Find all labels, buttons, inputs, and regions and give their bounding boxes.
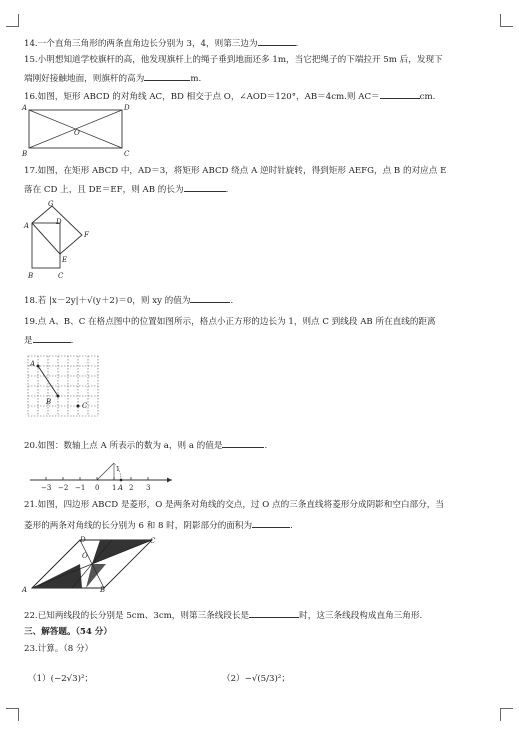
answer-blank-14[interactable] <box>258 36 296 46</box>
question-22: 22.已知两线段的长分别是 5cm、3cm，则第三条线段长是 时，这三条线段构成直角三角形. <box>24 608 422 622</box>
question-16: 16.如图，矩形 ABCD 的对角线 AC，BD 相交于点 O，∠AOD＝120°，AB＝4cm.则 AC＝ cm. <box>24 89 435 103</box>
question-23-part-2: （2）−√(5/3)²； <box>222 674 290 684</box>
question-14: 14.一个直角三角形的两条直角边长分别为 3，4，则第三边为 . <box>24 36 298 50</box>
label-16-D: D <box>124 104 130 112</box>
label-20-height-one: 1 <box>116 466 120 473</box>
tick-label-1: 1 <box>112 484 117 492</box>
answer-blank-21[interactable] <box>252 518 290 528</box>
tick-label-3: 3 <box>146 484 151 492</box>
crop-mark-top-left <box>6 14 19 27</box>
label-17-B: B <box>28 272 34 280</box>
label-16-C: C <box>124 150 130 158</box>
label-21-C: C <box>150 537 156 545</box>
question-15-line2: 端刚好接触地面，则旗杆的高为 m. <box>24 71 201 85</box>
answer-blank-20[interactable] <box>222 438 264 448</box>
label-19-B: B <box>46 398 52 406</box>
question-14-text: 14.一个直角三角形的两条直角边长分别为 3，4，则第三边为 <box>24 39 258 49</box>
figure-19-grid <box>26 354 106 426</box>
answer-blank-18[interactable] <box>190 293 230 303</box>
tick-label-neg3: −3 <box>41 484 52 492</box>
answer-blank-15[interactable] <box>144 71 190 81</box>
tick-label-0: 0 <box>95 484 100 492</box>
crop-mark-bottom-right <box>500 708 513 721</box>
question-17-line2: 落在 CD 上，且 DE＝EF，则 AB 的长为 . <box>24 182 228 196</box>
section-heading-3: 三、解答题。（54 分） <box>24 627 112 637</box>
label-17-C: C <box>58 272 64 280</box>
question-15-line1: 15.小明想知道学校旗杆的高，他发现旗杆上的绳子垂到地面还多 1m，当它把绳子的下端拉开 5m 后，发现下 <box>24 55 443 65</box>
question-23-part-1: （1）(−2√3)²； <box>28 674 94 684</box>
answer-blank-17[interactable] <box>184 182 226 192</box>
label-17-F: F <box>84 231 89 239</box>
label-16-O: O <box>74 129 80 137</box>
label-19-C: C <box>82 402 88 410</box>
question-21-line1: 21.如图，四边形 ABCD 是菱形，O 是两条对角线的交点，过 O 点的三条直线将菱形分成阴影和空白部分，当 <box>24 500 444 510</box>
answer-blank-19[interactable] <box>33 333 71 343</box>
question-19-line1: 19.点 A、B、C 在格点图中的位置如图所示，格点小正方形的边长为 1，则点 C 到线段 AB 所在直线的距离 <box>24 317 436 327</box>
question-23-title: 23.计算。（8 分） <box>24 644 94 654</box>
label-21-B: B <box>100 586 106 594</box>
tick-label-2: 2 <box>129 484 134 492</box>
label-21-A: A <box>22 586 28 594</box>
question-17-line1: 17.如图，在矩形 ABCD 中，AD＝3，将矩形 ABCD 绕点 A 逆时针旋转，得到矩形 AEFG，点 B 的对应点 E <box>24 166 447 176</box>
answer-blank-22[interactable] <box>249 608 299 618</box>
figure-17-rotated-rectangles <box>24 198 104 278</box>
crop-mark-top-right <box>500 14 513 27</box>
label-16-B: B <box>22 150 28 158</box>
label-17-E: E <box>62 256 68 264</box>
question-19-line2: 是 . <box>24 333 73 347</box>
question-20: 20.如图：数轴上点 A 所表示的数为 a，则 a 的值是 . <box>24 438 267 452</box>
label-17-A: A <box>24 222 30 230</box>
question-18: 18.若 |x－2y|＋√(y＋2)＝0，则 xy 的值为 . <box>24 293 233 307</box>
tick-label-neg2: −2 <box>58 484 69 492</box>
figure-21-rhombus <box>22 534 162 596</box>
question-21-line2: 菱形的两条对角线的长分别为 6 和 8 时，阴影部分的面积为 . <box>24 518 293 532</box>
label-17-D: D <box>56 218 62 226</box>
label-20-A: A <box>118 484 124 492</box>
label-16-A: A <box>22 104 28 112</box>
label-21-D: D <box>80 536 86 544</box>
crop-mark-bottom-left <box>6 708 19 721</box>
label-17-G: G <box>48 200 54 208</box>
label-19-A: A <box>30 360 36 368</box>
answer-blank-16[interactable] <box>380 89 420 99</box>
label-21-O: O <box>82 552 88 560</box>
tick-label-neg1: −1 <box>75 484 86 492</box>
